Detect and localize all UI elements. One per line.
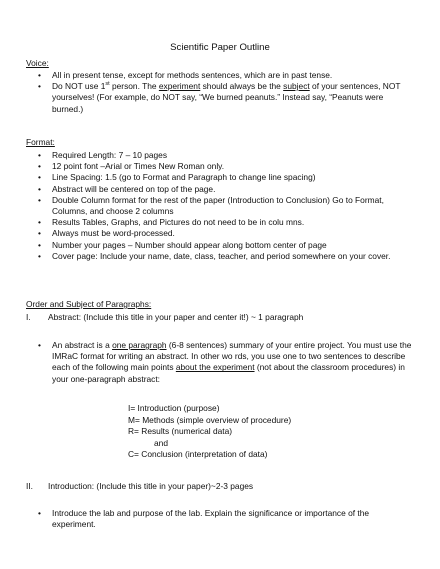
- format-item-text: Required Length: 7 – 10 pages: [52, 150, 168, 160]
- format-item-text: Double Column format for the rest of the paper (Introduction to Conclusion) Go to Format, Columns, and choose 2 columns: [52, 194, 384, 217]
- format-list: [26, 150, 414, 262]
- section-introduction: [26, 481, 416, 492]
- roman-numeral-1: I.: [26, 312, 31, 322]
- imrac-conclusion: C= Conclusion (interpretation of data): [128, 449, 268, 460]
- list-item: [26, 228, 414, 239]
- page-title: Scientific Paper Outline: [170, 42, 270, 53]
- list-item: [26, 81, 414, 115]
- format-item-text: Abstract will be centered on top of the page.: [52, 183, 216, 194]
- voice-item-text-a: Do NOT use 1: [52, 81, 106, 92]
- list-item: [26, 195, 414, 217]
- section-introduction-text: Introduction: (Include this title in your paper)~2-3 pages: [48, 481, 254, 491]
- voice-heading: Voice:: [26, 58, 49, 68]
- superscript-st: st: [105, 81, 110, 88]
- abstract-text-a: An abstract is a: [52, 340, 113, 350]
- format-item-text: Cover page: Include your name, date, class, teacher, and period somewhere on your cover.: [52, 250, 391, 261]
- list-item: [26, 150, 414, 161]
- underlined-about-the-experiment: about the experiment: [175, 362, 255, 373]
- list-item: [26, 184, 414, 195]
- imrac-introduction: I= Introduction (purpose): [128, 403, 220, 413]
- underlined-subject: subject: [283, 81, 310, 92]
- list-item: [26, 217, 414, 228]
- list-item: [26, 240, 414, 251]
- abstract-text-c: (not about the classroom procedures) in your one-paragraph abstract:: [52, 362, 405, 384]
- imrac-methods: M= Methods (simple overview of procedure): [128, 414, 292, 425]
- voice-item-text-d: of your sentences, NOT yourselves! (For example, do NOT say, “We burned peanuts.” Instead say, “Peanuts were burned.): [52, 81, 401, 114]
- imrac-list: [128, 403, 388, 461]
- list-item: [26, 70, 414, 81]
- voice-item-text-b: person. The: [109, 81, 159, 92]
- format-item-text: Always must be word-processed.: [52, 228, 175, 239]
- list-item: [26, 340, 414, 385]
- format-item-text: Number your pages – Number should appear along bottom center of page: [52, 239, 327, 250]
- format-item-text: Results Tables, Graphs, and Pictures do not need to be in colu mns.: [52, 217, 305, 228]
- roman-numeral-2: II.: [26, 481, 33, 491]
- introduction-item-text: Introduce the lab and purpose of the lab. Explain the significance or importance of the experiment.: [52, 508, 370, 530]
- format-item-text: Line Spacing: 1.5 (go to Format and Paragraph to change line spacing): [52, 172, 316, 183]
- section-abstract: [26, 312, 416, 323]
- paragraphs-heading: Order and Subject of Paragraphs:: [26, 299, 152, 309]
- abstract-text-b: (6-8 sentences) summary of your entire project. You must use the IMRaC format for writing an abstract. In other wo rds, you use one to two sentences to describe each of the following main points: [52, 340, 412, 373]
- voice-item-text: All in present tense, except for methods sentences, which are in past tense.: [52, 70, 333, 80]
- imrac-results: R= Results (numerical data): [128, 426, 233, 437]
- voice-item-text-c: should always be the: [200, 81, 284, 92]
- voice-list: [26, 70, 414, 115]
- format-item-text: 12 point font –Arial or Times New Roman only.: [52, 161, 225, 172]
- list-item: [26, 172, 414, 183]
- list-item: [26, 161, 414, 172]
- list-item: [26, 508, 414, 530]
- imrac-and: and: [154, 437, 168, 448]
- abstract-list: [26, 340, 414, 385]
- underlined-one-paragraph: one paragraph: [112, 340, 167, 350]
- section-abstract-text: Abstract: (Include this title in your paper and center it!) ~ 1 paragraph: [48, 312, 304, 322]
- list-item: [26, 251, 414, 262]
- introduction-list: [26, 508, 414, 530]
- format-heading: Format:: [26, 137, 55, 147]
- underlined-experiment: experiment: [158, 81, 201, 92]
